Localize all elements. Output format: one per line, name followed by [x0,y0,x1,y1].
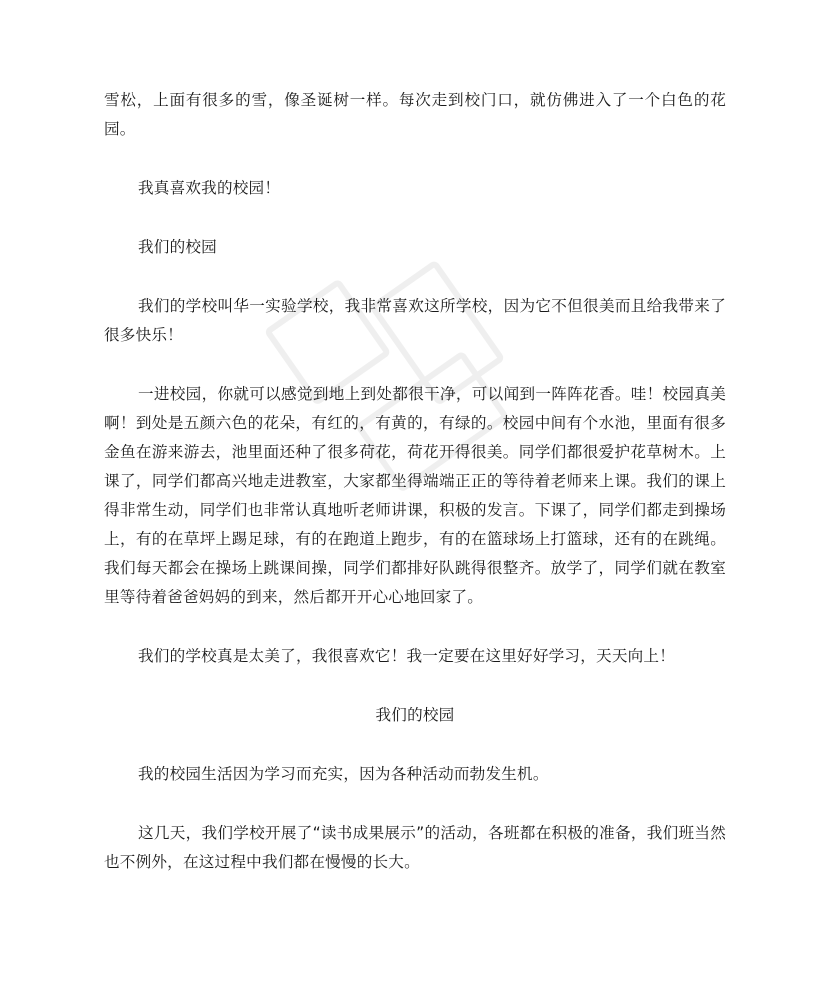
paragraph-activity: 这几天，我们学校开展了“读书成果展示”的活动，各班都在积极的准备，我们班当然也不例外，在这过程中我们都在慢慢的长大。 [104,824,726,871]
paragraph-conclusion: 我们的学校真是太美了，我很喜欢它！我一定要在这里好好学习，天天向上！ [138,647,675,665]
section-title-centered: 我们的校园 [375,706,455,724]
paragraph-exclamation: 我真喜欢我的校园！ [138,179,281,197]
document-body [104,86,726,877]
paragraph-continuation: 雪松，上面有很多的雪，像圣诞树一样。每次走到校门口，就仿佛进入了一个白色的花园。 [104,91,726,138]
paragraph-body: 一进校园，你就可以感觉到地上到处都很干净，可以闻到一阵阵花香。哇！校园真美啊！到处是五颜六色的花朵，有红的，有黄的，有绿的。校园中间有个水池，里面有很多金鱼在游来游去，池里面还种了很多荷花，荷花开得很美。同学们都很爱护花草树木。上课了，同学们都高兴地走进教室，大家都坐得端端正正的等待着老师来上课。我们的课上得非常生动，同学们也非常认真地听老师讲课，积极的发言。下课了，同学们都走到操场上，有的在草坪上踢足球，有的在跑道上跑步，有的在篮球场上打篮球，还有的在跳绳。我们每天都会在操场上跳课间操，同学们都排好队跳得很整齐。放学了，同学们就在教室里等待着爸爸妈妈的到来，然后都开开心心地回家了。 [104,385,726,606]
paragraph-opening: 我的校园生活因为学习而充实，因为各种活动而勃发生机。 [138,765,549,783]
section-title: 我们的校园 [138,238,217,256]
paragraph-intro: 我们的学校叫华一实验学校，我非常喜欢这所学校，因为它不但很美而且给我带来了很多快乐！ [104,297,726,344]
